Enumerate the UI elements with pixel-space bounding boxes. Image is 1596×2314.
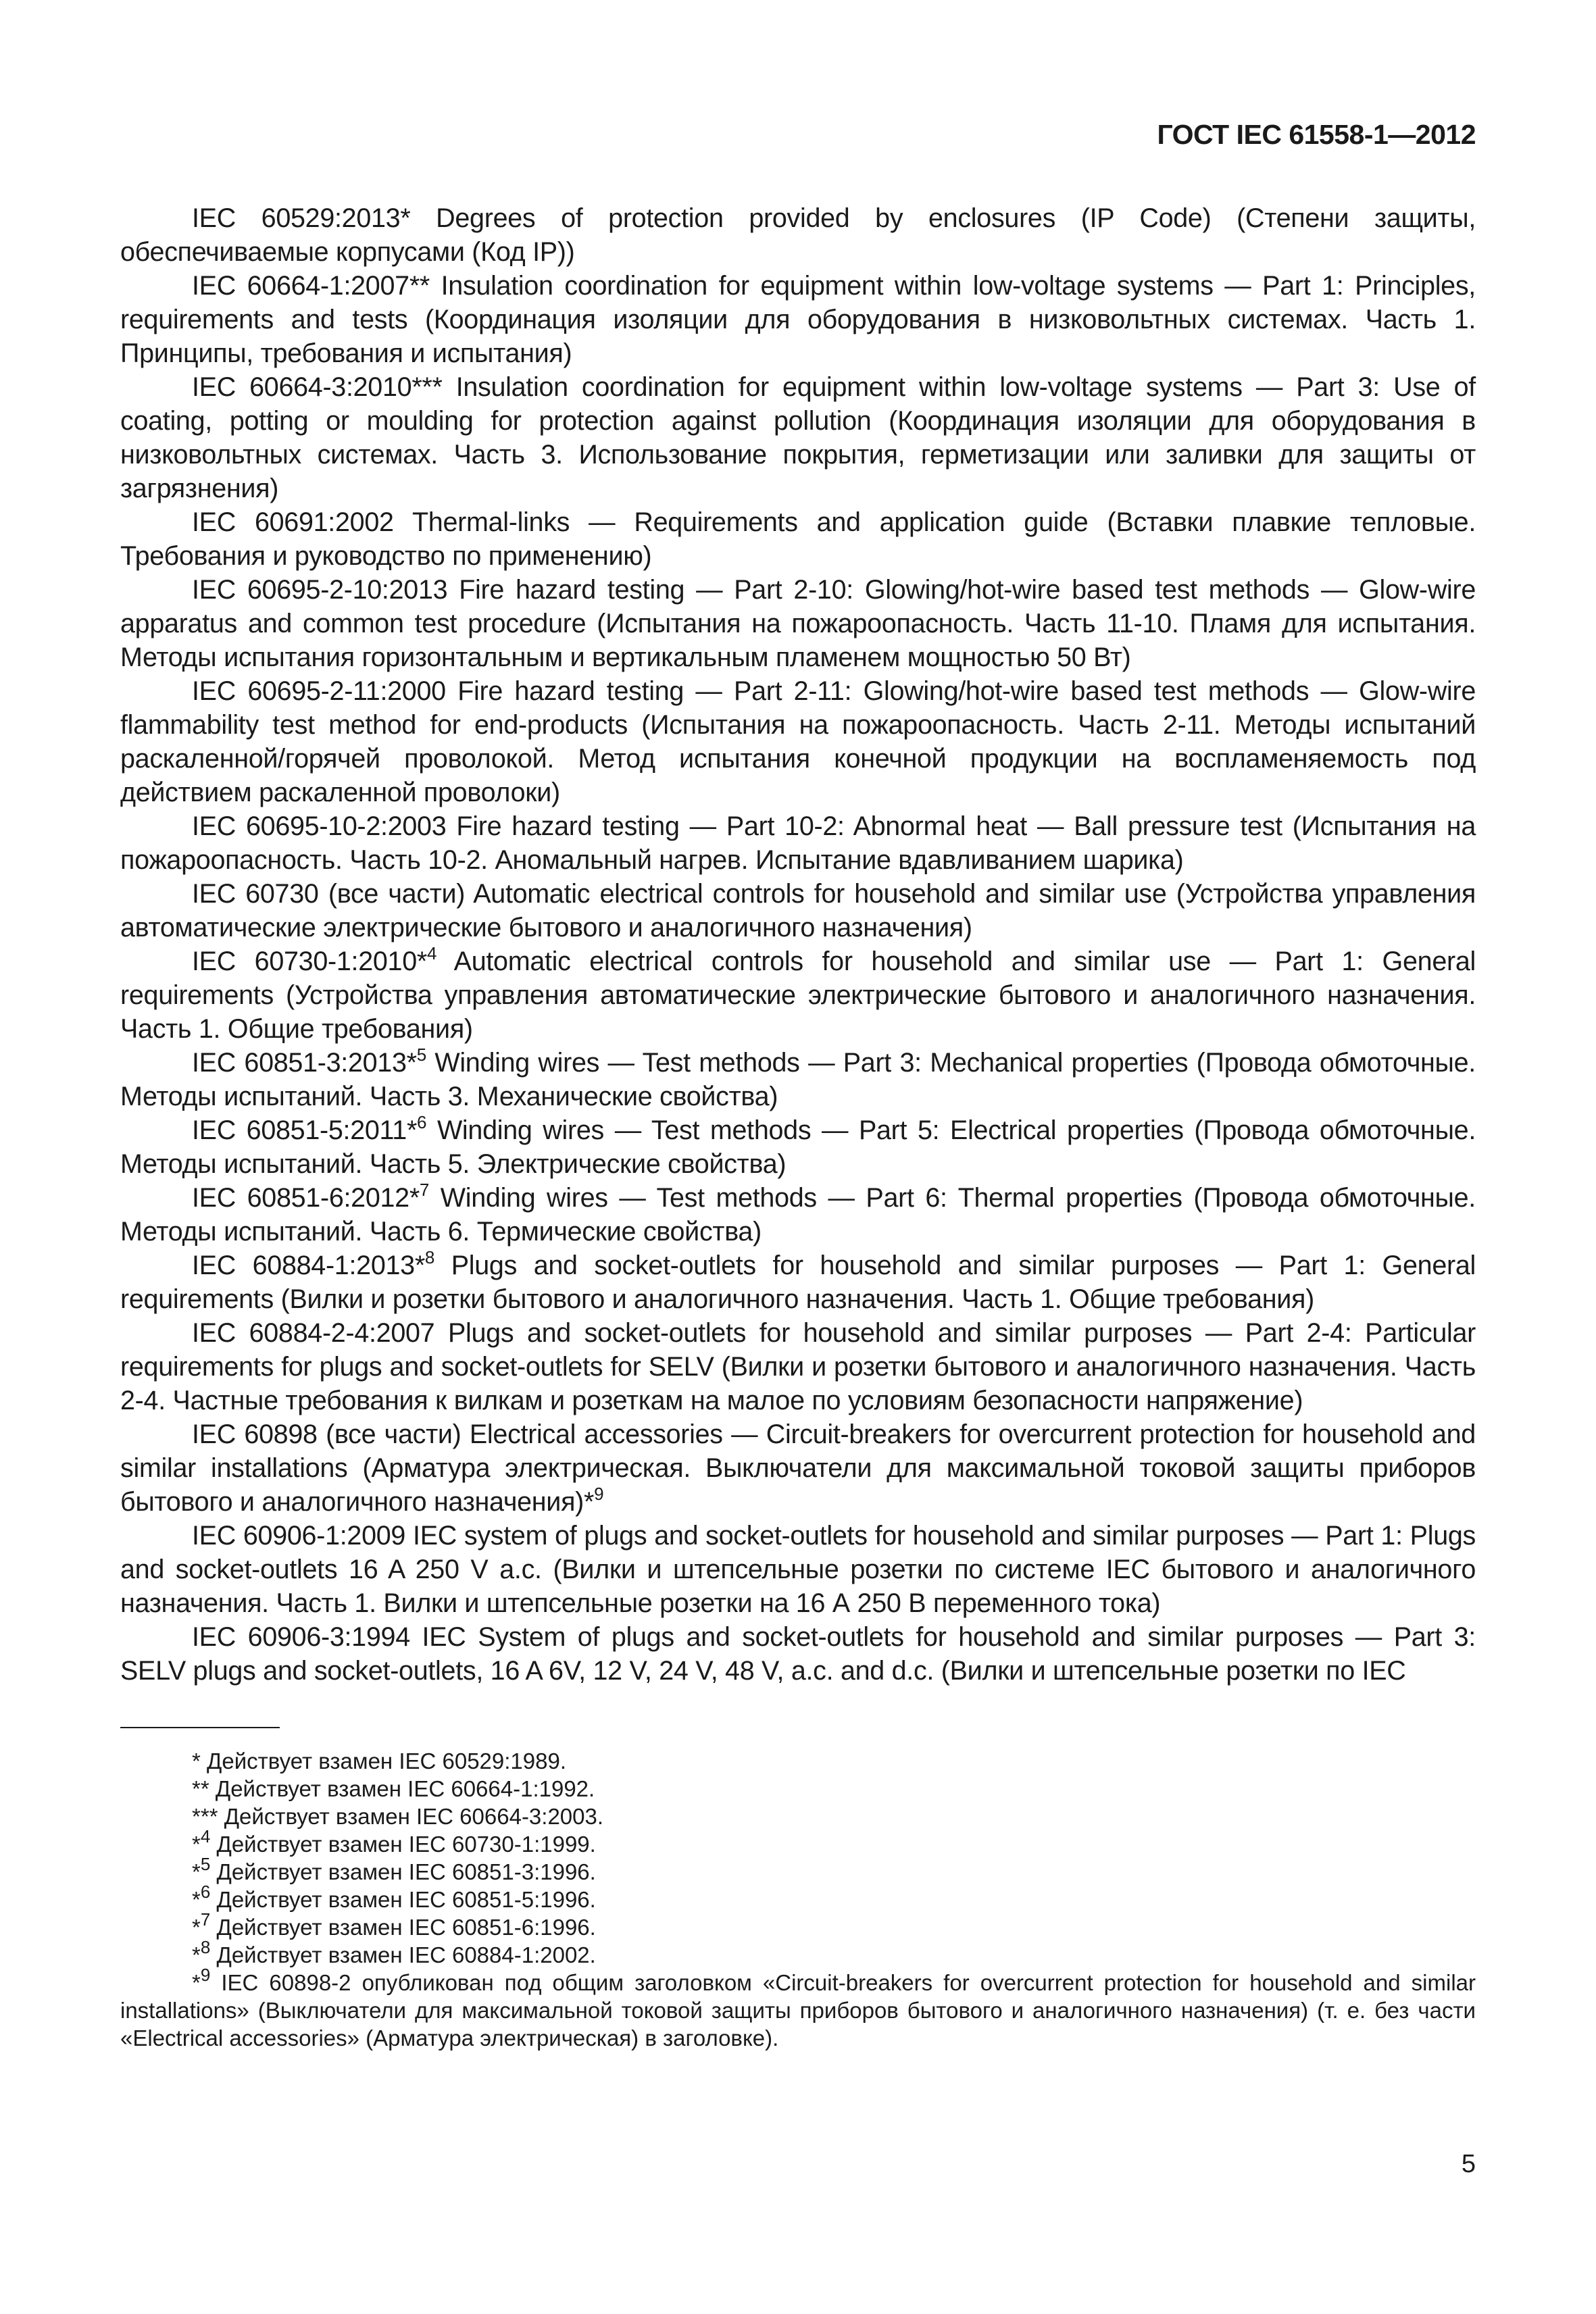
footnote-separator (120, 1727, 280, 1728)
page-number: 5 (1461, 2150, 1476, 2178)
reference-entry: IEC 60730 (все части) Automatic electrical controls for household and similar use (Устройства управления автоматические электрические бытового и аналогичного назначения) (120, 879, 1476, 942)
reference-entry: IEC 60695-2-11:2000 Fire hazard testing — Part 2-11: Glowing/hot-wire based test methods — Glow-wire flammability test method for end-products (Испытания на пожароопасность. Часть 2-11. Методы испытаний раскаленной/горячей проволокой. Метод испытания конечной продукции на воспламеняемость под действием раскаленной проволоки) (120, 676, 1476, 807)
reference-entry: IEC 60851-5:2011*$^6$ Winding wires — Test methods — Part 5: Electrical properties (Провода обмоточные. Методы испытаний. Часть 5. Электрические свойства) (120, 1111, 1476, 1179)
reference-entry: IEC 60906-3:1994 IEC System of plugs and socket-outlets for household and similar purposes — Part 3: SELV plugs and socket-outlets, 16 A 6V, 12 V, 24 V, 48 V, a.c. and d.c. (Вилки и штепсельные розетки по IEC (120, 1622, 1476, 1686)
footnotes (120, 1747, 1476, 2052)
footnote: ** Действует взамен IEC 60664-1:1992. (192, 1776, 595, 1801)
reference-entry: IEC 60884-1:2013*$^8$ Plugs and socket-outlets for household and similar purposes — Part 1: General requirements (Вилки и розетки бытового и аналогичного назначения. Часть 1. Общие требования) (120, 1247, 1476, 1314)
reference-entry: IEC 60664-1:2007** Insulation coordination for equipment within low-voltage systems — Part 1: Principles, requirements and tests (Координация изоляции для оборудования в низковольтных системах. Часть 1. Принципы, требования и испытания) (120, 271, 1476, 368)
reference-entry: IEC 60851-3:2013*$^5$ Winding wires — Test methods — Part 3: Mechanical properties (Провода обмоточные. Методы испытаний. Часть 3. Механические свойства) (120, 1044, 1476, 1111)
reference-entry: IEC 60691:2002 Thermal-links — Requirements and application guide (Вставки плавкие тепловые. Требования и руководство по применению) (120, 507, 1476, 571)
reference-entry: IEC 60529:2013* Degrees of protection provided by enclosures (IP Code) (Степени защиты, обеспечиваемые корпусами (Код IP)) (120, 203, 1476, 267)
footnote: *$^9$ IEC 60898-2 опубликован под общим заголовком «Circuit-breakers for overcurrent protection for household and similar installations» (Выключатели для максимальной токовой защиты приборов бытового и аналогичного назначения) (т. е. без части «Electrical accessories» (Арматура электрическая) в заголовке). (120, 1965, 1476, 2051)
normative-references-list (120, 201, 1476, 1688)
footnote: *$^6$ Действует взамен IEC 60851-5:1996. (192, 1882, 596, 1912)
reference-entry: IEC 60884-2-4:2007 Plugs and socket-outlets for household and similar purposes — Part 2-4: Particular requirements for plugs and socket-outlets for SELV (Вилки и розетки бытового и аналогичного назначения. Часть 2-4. Частные требования к вилкам и розеткам на малое по условиям безопасности напряжение) (120, 1318, 1476, 1415)
footnote: *$^4$ Действует взамен IEC 60730-1:1999. (192, 1826, 596, 1857)
reference-entry: IEC 60664-3:2010*** Insulation coordination for equipment within low-voltage systems — Part 3: Use of coating, potting or moulding for protection against pollution (Координация изоляции для оборудования в низковольтных системах. Часть 3. Использование покрытия, герметизации или заливки для защиты от загрязнения) (120, 372, 1476, 503)
reference-entry: IEC 60898 (все части) Electrical accessories — Circuit-breakers for overcurrent protection for household and similar installations (Арматура электрическая. Выключатели для максимальной токовой защиты приборов бытового и аналогичного назначения)*$^9$ (120, 1419, 1476, 1517)
footnote: *$^8$ Действует взамен IEC 60884-1:2002. (192, 1937, 596, 1967)
running-header: ГОСТ IEC 61558-1—2012 (1157, 119, 1476, 150)
reference-entry: IEC 60851-6:2012*$^7$ Winding wires — Test methods — Part 6: Thermal properties (Провода обмоточные. Методы испытаний. Часть 6. Термические свойства) (120, 1179, 1476, 1247)
footnote: *$^5$ Действует взамен IEC 60851-3:1996. (192, 1854, 596, 1884)
reference-entry: IEC 60695-2-10:2013 Fire hazard testing — Part 2-10: Glowing/hot-wire based test methods — Glow-wire apparatus and common test procedure (Испытания на пожароопасность. Часть 11-10. Пламя для испытания. Методы испытания горизонтальным и вертикальным пламенем мощностью 50 Вт) (120, 575, 1476, 672)
footnote: * Действует взамен IEC 60529:1989. (192, 1749, 567, 1774)
footnote: *** Действует взамен IEC 60664-3:2003. (192, 1804, 604, 1829)
reference-entry: IEC 60906-1:2009 IEC system of plugs and socket-outlets for household and similar purposes — Part 1: Plugs and socket-outlets 16 A 250 V a.c. (Вилки и штепсельные розетки по системе IEC бытового и аналогичного назначения. Часть 1. Вилки и штепсельные розетки на 16 А 250 В переменного тока) (120, 1521, 1476, 1618)
reference-entry: IEC 60730-1:2010*$^4$ Automatic electrical controls for household and similar use — Part 1: General requirements (Устройства управления автоматические электрические бытового и аналогичного назначения. Часть 1. Общие требования) (120, 942, 1476, 1044)
reference-entry: IEC 60695-10-2:2003 Fire hazard testing — Part 10-2: Abnormal heat — Ball pressure test (Испытания на пожароопасность. Часть 10-2. Аномальный нагрев. Испытание вдавливанием шарика) (120, 811, 1476, 875)
footnote: *$^7$ Действует взамен IEC 60851-6:1996. (192, 1909, 596, 1940)
